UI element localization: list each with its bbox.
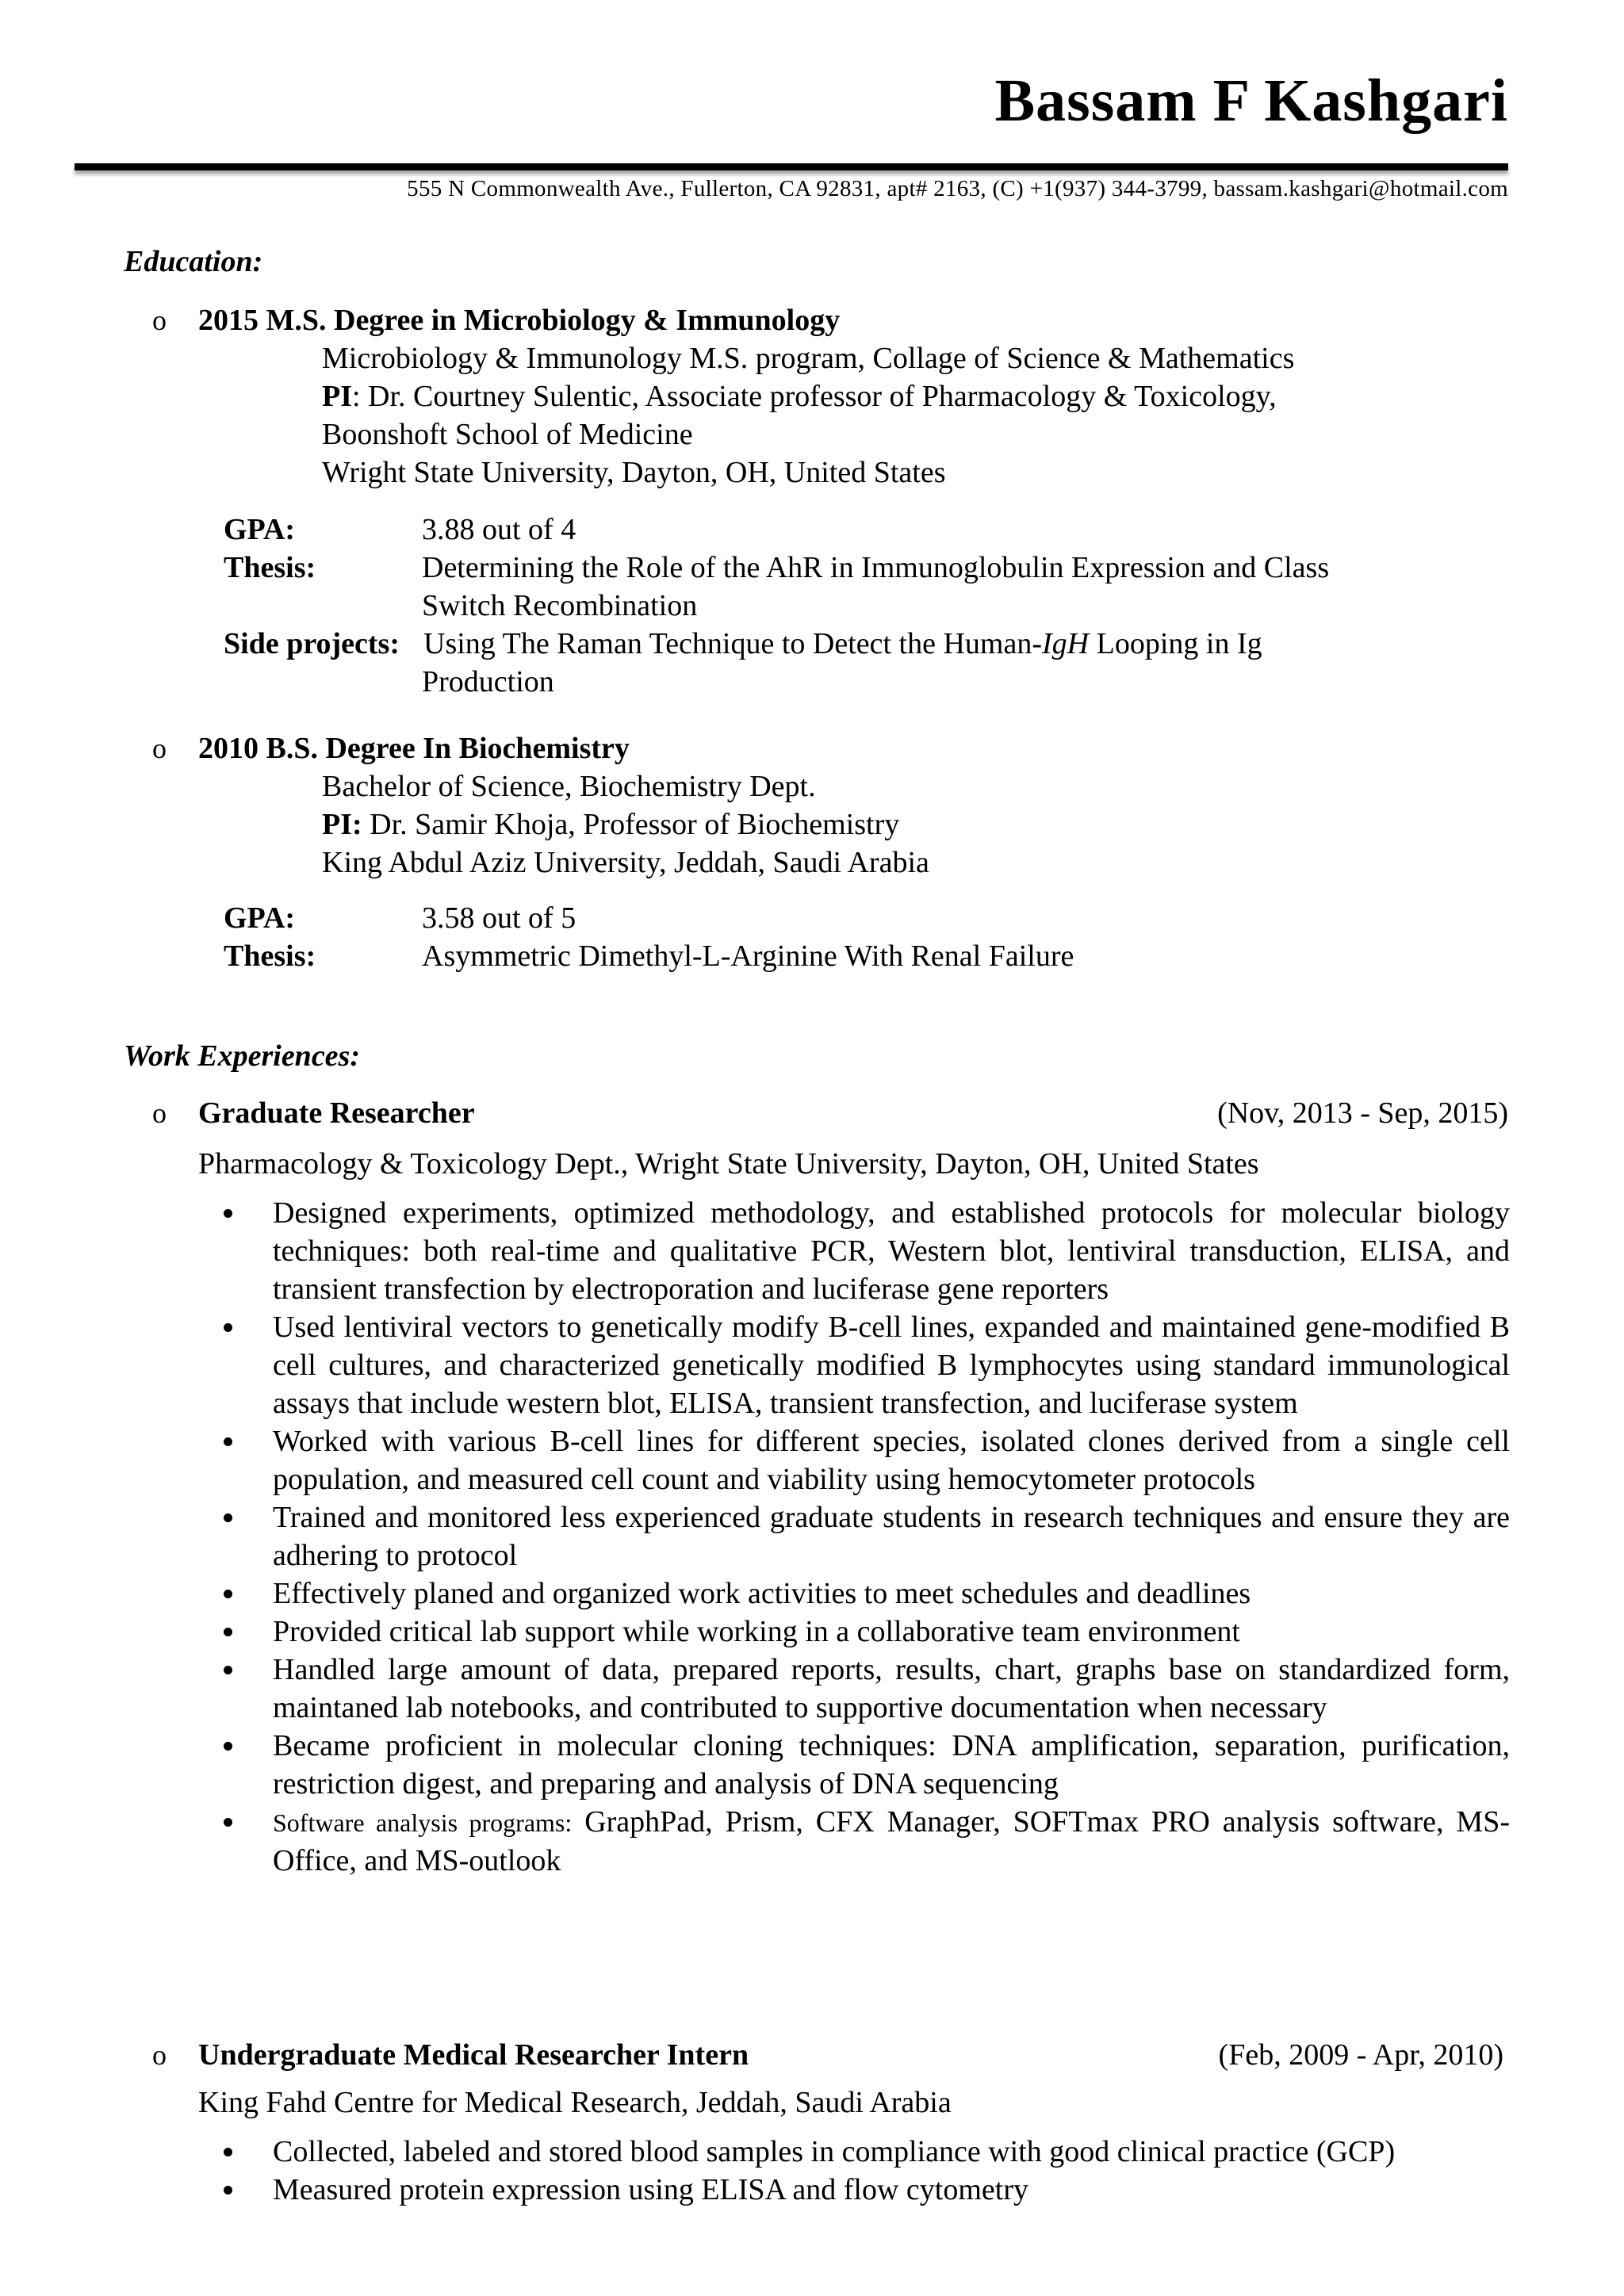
bullet-text: Handled large amount of data, prepared reports, results, chart, graphs base on standardized form, maintaned lab notebooks, and contributed to supportive documentation when necessary — [273, 1653, 1510, 1724]
ms-side-line2: Production — [422, 665, 554, 698]
job1-marker: o — [152, 1097, 167, 1129]
job2-marker: o — [152, 2039, 167, 2071]
job1-dates: (Nov, 2013 - Sep, 2015) — [1217, 1096, 1508, 1130]
job1-role: Graduate Researcher — [198, 1096, 475, 1130]
contact-line: 555 N Commonwealth Ave., Fullerton, CA 92831, apt# 2163, (C) +1(937) 344-3799, bassam.kashgari@hotmail.com — [407, 176, 1508, 201]
ms-marker: o — [152, 304, 167, 336]
bullet-dot-icon — [224, 1209, 232, 1218]
ms-program: Microbiology & Immunology M.S. program, Collage of Science & Mathematics — [322, 342, 1295, 375]
list-item — [222, 2171, 1510, 2209]
list-item — [222, 1613, 1510, 1651]
bullet-text: Effectively planed and organized work activities to meet schedules and deadlines — [273, 1577, 1251, 1610]
bullet-dot-icon — [224, 1818, 232, 1827]
list-item — [222, 1422, 1510, 1498]
education-title: Education: — [124, 245, 263, 278]
list-item — [222, 1308, 1510, 1422]
bullet-text-rest: GraphPad, Prism, CFX Manager, SOFTmax PRO analysis software, MS-Office, and MS-outlook — [273, 1805, 1510, 1877]
bullet-text: Provided critical lab support while working in a collaborative team environment — [273, 1615, 1240, 1648]
list-item — [222, 1575, 1510, 1613]
job2-bullet-list — [222, 2133, 1510, 2209]
bs-gpa-value: 3.58 out of 5 — [422, 901, 576, 935]
bullet-text: Measured protein expression using ELISA and flow cytometry — [273, 2173, 1028, 2206]
applicant-name: Bassam F Kashgari — [994, 67, 1508, 134]
bullet-text: Trained and monitored less experienced graduate students in research techniques and ensure they are adhering to protocol — [273, 1501, 1510, 1572]
list-item — [222, 1651, 1510, 1727]
header-rule — [75, 163, 1508, 170]
bullet-dot-icon — [224, 1437, 232, 1446]
ms-heading: 2015 M.S. Degree in Microbiology & Immunology — [198, 304, 841, 337]
bs-pi — [322, 806, 899, 844]
ms-pi — [322, 377, 1277, 415]
ms-gpa-label: GPA: — [224, 513, 296, 546]
side-text-pre: Using The Raman Technique to Detect the Human- — [423, 627, 1043, 660]
bs-pi-label: PI: — [322, 808, 362, 841]
bullet-dot-icon — [224, 1742, 232, 1751]
ms-school: Boonshoft School of Medicine — [322, 418, 693, 451]
ms-pi-label: PI — [322, 380, 352, 413]
bullet-text: Collected, labeled and stored blood samples in compliance with good clinical practice (GCP) — [273, 2135, 1396, 2168]
list-item — [222, 1727, 1510, 1803]
bullet-dot-icon — [224, 1628, 232, 1636]
list-item — [222, 1194, 1510, 1308]
bullet-text: Became proficient in molecular cloning techniques: DNA amplification, separation, purification, restriction digest, and preparing and analysis of DNA sequencing — [273, 1729, 1510, 1800]
ms-thesis-label: Thesis: — [224, 551, 316, 584]
bullet-dot-icon — [224, 1666, 232, 1674]
bullet-dot-icon — [224, 2148, 232, 2156]
job1-bullet-list — [222, 1194, 1510, 1880]
bs-university: King Abdul Aziz University, Jeddah, Saudi Arabia — [322, 846, 929, 879]
ms-gpa-value: 3.88 out of 4 — [422, 513, 576, 546]
bs-thesis-value: Asymmetric Dimethyl-L-Arginine With Renal Failure — [422, 939, 1074, 973]
work-title: Work Experiences: — [124, 1039, 360, 1073]
bs-thesis-label: Thesis: — [224, 939, 316, 973]
bullet-dot-icon — [224, 1590, 232, 1598]
bs-program: Bachelor of Science, Biochemistry Dept. — [322, 770, 816, 803]
bullet-text: Designed experiments, optimized methodology, and established protocols for molecular biology techniques: both real-time and qualitative PCR, Western blot, lentiviral transduction, ELISA, and transient transfection by electroporation and luciferase gene reporters — [273, 1196, 1510, 1306]
bullet-text: Worked with various B-cell lines for different species, isolated clones derived from a single cell population, and measured cell count and viability using hemocytometer protocols — [273, 1425, 1510, 1496]
bullet-text: Used lentiviral vectors to genetically modify B-cell lines, expanded and maintained gene-modified B cell cultures, and characterized genetically modified B lymphocytes using standard immunological assays that include western blot, ELISA, transient transfection, and luciferase system — [273, 1311, 1510, 1420]
bullet-text-lead: Software analysis programs: — [273, 1808, 573, 1837]
side-text-post: Looping in Ig — [1089, 627, 1262, 660]
job1-place: Pharmacology & Toxicology Dept., Wright State University, Dayton, OH, United States — [198, 1147, 1259, 1181]
list-item — [222, 2133, 1510, 2171]
bullet-dot-icon — [224, 2186, 232, 2195]
bullet-dot-icon — [224, 1513, 232, 1522]
job2-role: Undergraduate Medical Researcher Intern — [198, 2038, 749, 2072]
ms-university: Wright State University, Dayton, OH, United States — [322, 456, 946, 489]
bs-gpa-label: GPA: — [224, 901, 296, 935]
ms-side-label: Side projects: — [224, 627, 400, 660]
ms-pi-text: : Dr. Courtney Sulentic, Associate professor of Pharmacology & Toxicology, — [352, 380, 1277, 413]
bs-marker: o — [152, 733, 167, 764]
list-item — [222, 1498, 1510, 1575]
bs-pi-text: Dr. Samir Khoja, Professor of Biochemistry — [362, 808, 900, 841]
bs-heading: 2010 B.S. Degree In Biochemistry — [198, 732, 630, 765]
side-text-italic: IgH — [1042, 627, 1090, 660]
ms-thesis-line1: Determining the Role of the AhR in Immunoglobulin Expression and Class — [422, 551, 1330, 584]
ms-thesis-line2: Switch Recombination — [422, 589, 698, 622]
ms-side-line1 — [423, 625, 1262, 663]
bullet-dot-icon — [224, 1323, 232, 1332]
job2-place: King Fahd Centre for Medical Research, Jeddah, Saudi Arabia — [198, 2086, 952, 2119]
list-item — [222, 1803, 1510, 1880]
job2-dates: (Feb, 2009 - Apr, 2010) — [1218, 2038, 1503, 2072]
